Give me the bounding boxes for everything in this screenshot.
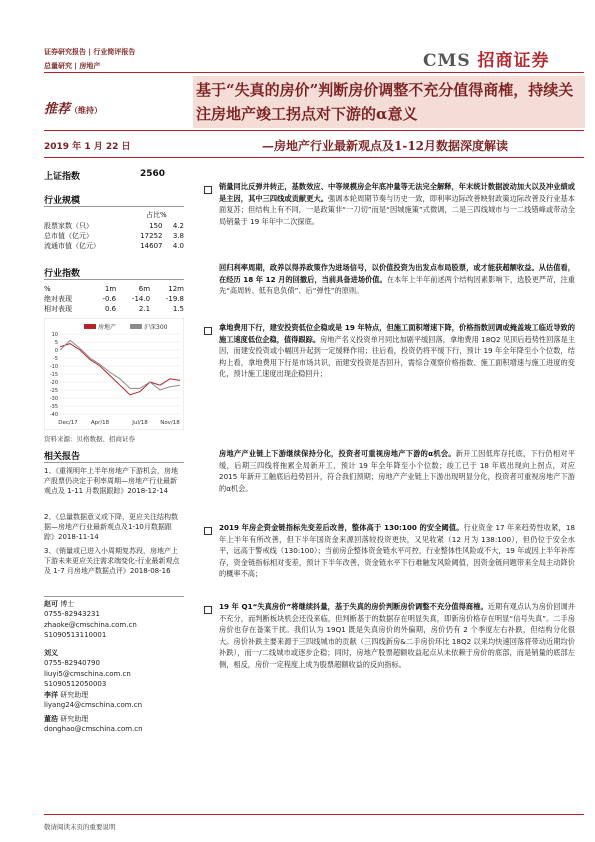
perf-chart xyxy=(44,318,184,430)
body-para-1: 销量同比反弹并转正，基数效应、中等规模房企年底冲量等无法完全解释，年末统计数据波动加大以及冲业绩或是主因，其中三四线或贡献更大。强调本轮周期节奏与历史一致，即利率边际改善映射政策边际改善及行业基本面复苏；但结构上有不同，一是政策非“一刀切”而是“因城施策”式微调，二是三四线城市与一二线错峰或带动全局销量于 19 年年中二次探底。 xyxy=(219,182,575,226)
brand-cms: CMS xyxy=(423,51,471,71)
contact-email[interactable]: liuyi5@cmschina.com.cn xyxy=(44,669,131,678)
table-row: 股票家数（只） 150 4.2 xyxy=(44,222,184,230)
x-tick-label: Apr/18 xyxy=(90,420,110,426)
bullet-icon xyxy=(204,606,212,614)
related-item-2[interactable]: 2、《总量数据意义或下降，更应关注结构数据—房地产行业最新观点及1-10月数据跟踪》2018-11-14 xyxy=(44,513,178,541)
contact-name: 董浩 xyxy=(44,715,58,723)
contact-4: 董浩 研究助理 donghao@cmschina.com.cn xyxy=(44,715,143,734)
perf-rule xyxy=(44,279,184,280)
table-row: % 1m 6m 12m xyxy=(44,285,184,293)
scale-rule xyxy=(44,206,184,207)
brand-logo xyxy=(423,46,550,71)
body-para-2: 回归利率周期，政养以得养政策作为进场信号，以价值投资为出发点布局股票，或才能获超额收益。从估值看，在经历 18 年 12 月的回撤后，当前具备进场价值。在本年上半年前述两个结构因素影响下，选股更严苛，注重先“高周转、低有息负债”、后“弹性”的原则。 xyxy=(219,263,575,296)
rating-value: 推荐 xyxy=(44,102,71,117)
related-title: 相关报告 xyxy=(44,452,81,462)
report-subtitle: —房地产行业最新观点及1-12月数据深度解读 xyxy=(262,139,509,153)
contact-rule xyxy=(44,596,184,597)
legend-swatch-a xyxy=(84,324,96,329)
legend-swatch-b xyxy=(130,324,142,329)
contact-email[interactable]: liyang24@cmschina.com.cn xyxy=(44,701,143,710)
x-tick-label: Jul/18 xyxy=(132,420,148,426)
table-row: 流通市值（亿元） 14607 4.0 xyxy=(44,242,184,250)
bullet-icon xyxy=(204,327,212,335)
y-tick-label: 0 xyxy=(54,348,58,354)
related-rule xyxy=(44,462,184,463)
y-tick-label: -35 xyxy=(49,404,58,410)
subtitle-rule xyxy=(44,157,584,158)
related-item-3[interactable]: 3、《销量或已进入小周期复苏段，房地产上下游未来更应关注需求端变化-行业最新观点及 1-7 月房地产数据点评》2018-08-16 xyxy=(44,547,180,575)
report-title: 基于“失真的房价”判断房价调整不充分值得商榷，持续关注房地产竣工拐点对下游的α意义 xyxy=(196,81,574,123)
bullet-icon xyxy=(204,527,212,535)
scale-col-header: 占比% xyxy=(146,211,167,219)
y-tick-label: -40 xyxy=(49,412,58,418)
index-label: 上证指数 xyxy=(44,172,81,182)
y-tick-label: -20 xyxy=(49,380,58,386)
contact-email[interactable]: zhaoke@cmschina.com.cn xyxy=(44,620,137,629)
brand-name: 招商证券 xyxy=(477,51,550,71)
y-tick-label: 5 xyxy=(54,340,58,346)
y-tick-label: -25 xyxy=(49,388,58,394)
related-item-1[interactable]: 1、《重视明年上半年房地产下游机会，房地产股票仍决定于利率周期—房地产行业最新观点及 1-11 月数据跟踪》2018-12-14 xyxy=(44,467,178,495)
contact-name: 赵可 xyxy=(44,600,58,608)
rating xyxy=(44,98,102,117)
body-para-4: 房地产产业链上下游继续保持分化，投资者可重视房地产下游的α机会。新开工因低库存托底，下行仍相对平缓，后期三四线将拖累全局新开工，预计 19 年全年降至小个位数；竣工已于 18 年底出现向上拐点，对应 2015 年新开工触底后趋势回升，符合我们预期；房地产产业链上下游出现明显分化，投资者可重视房地产下游的α机会。 xyxy=(219,449,575,493)
contact-1: 赵可 博士 0755-82943231 zhaoke@cmschina.com.cn S1090513110001 xyxy=(44,600,137,639)
y-tick-label: -30 xyxy=(49,396,58,402)
contact-email[interactable]: donghao@cmschina.com.cn xyxy=(44,725,143,734)
y-tick-label: -10 xyxy=(49,364,58,370)
y-tick-label: 10 xyxy=(51,332,58,338)
index-value: 2560 xyxy=(140,169,166,179)
body-para-3: 拿地费用下行，建安投资低位企稳或是 19 年特点，但施工面积增速下降，价格指数回调或掩盖竣工临近导致的施工速度低位企稳，值得跟踪。房地产名义投资单月同比加剧平缓回落，拿地费用 18Q2 见顶后趋势性回落是主因，而建安投资或小幅回升起到一定缓释作用；往后看，投资仍将平缓下行，预计 19 年全年降至小个位数，结构上看，拿地费用下行是市场共识，而建安投资是否回升，需综合观察价格指数、施工面积增速与施工进度的变化，预计施工速度出现企稳回升； xyxy=(219,323,575,379)
table-row: 相对表现 0.6 2.1 1.5 xyxy=(44,305,184,313)
title-rule xyxy=(44,130,584,131)
contact-2: 刘义 0755-82940790 liuyi5@cmschina.com.cn S1090512050003 xyxy=(44,649,131,688)
body-para-6: 19 年 Q1“失真房价”将继续抖量，基于失真的房价判断房价调整不充分值得商榷。近期有观点认为房价回调并不充分，而判断板块机会还没来临，但判断基于的数据存在明显失真，即新房价格存在明显“信号失真”。二手房房价也存在备案干扰。我们认为 19Q1 既是失真房价的外偏期，房价仍有 2 个季度左右补跌，但结构分化很大。房价补跌主要来源于三四线城市的贡献（三四线新房&二手房价环比 18Q2 以来均快速回落将带动近期均价补跌），而一/二线城市或逐步企稳；同时，房地产股票超额收益起点从未依赖于房价的底部，而是销量的底部左侧，相反，房价一定程度上成为股票超额收益的反向指标。 xyxy=(219,602,575,669)
report-type: 证券研究报告 | 行业简评报告 xyxy=(44,48,136,56)
bullet-icon xyxy=(204,186,212,194)
rating-note: （维持） xyxy=(70,106,103,115)
scale-title: 行业规模 xyxy=(44,196,81,206)
y-tick-label: -15 xyxy=(49,372,58,378)
scale-table xyxy=(42,221,186,251)
body-para-5: 2019 年房企资金链指标先变差后改善，整体高于 130:100 的安全阈值。行业资金 17 年来趋势性收紧，18 年上半年有所改善，但下半年国资金来源回落较投资更快，又见收紧（12 月为 138:100），但仍位于安全水平，远高于警戒线（130:100）；当前房企整体资金链水平可控，行业整体性风险或不大，19 年或因上半年补库存，资金链指标相对变差，预计下半年改善，资金链水平下行难触发风险阈值，因资金链问题带来全局主动降价的概率不高； xyxy=(219,523,575,579)
header-rule xyxy=(44,72,584,73)
contact-name: 李洋 xyxy=(44,691,58,699)
x-tick-label: Dec/17 xyxy=(58,420,78,426)
x-tick-label: Nov/18 xyxy=(160,420,180,426)
contact-name: 刘义 xyxy=(44,649,58,657)
table-row: 绝对表现 -0.6 -14.0 -19.8 xyxy=(44,295,184,303)
y-tick-label: -5 xyxy=(53,356,58,362)
chart-source: 资料来源：贝格数据、招商证券 xyxy=(44,435,135,443)
perf-title: 行业指数 xyxy=(44,269,81,279)
legend-label-a: 房地产 xyxy=(98,324,117,331)
report-date: 2019 年 1 月 22 日 xyxy=(44,142,131,152)
contact-3: 李洋 研究助理 liyang24@cmschina.com.cn xyxy=(44,691,143,710)
legend-label-b: 沪深300 xyxy=(144,324,168,331)
footer-note: 敬请阅读末页的重要说明 xyxy=(44,823,116,831)
footer-rule xyxy=(44,814,584,815)
perf-table xyxy=(42,284,186,314)
report-category: 总量研究 | 房地产 xyxy=(44,62,101,70)
table-row: 总市值（亿元） 17252 3.8 xyxy=(44,232,184,240)
